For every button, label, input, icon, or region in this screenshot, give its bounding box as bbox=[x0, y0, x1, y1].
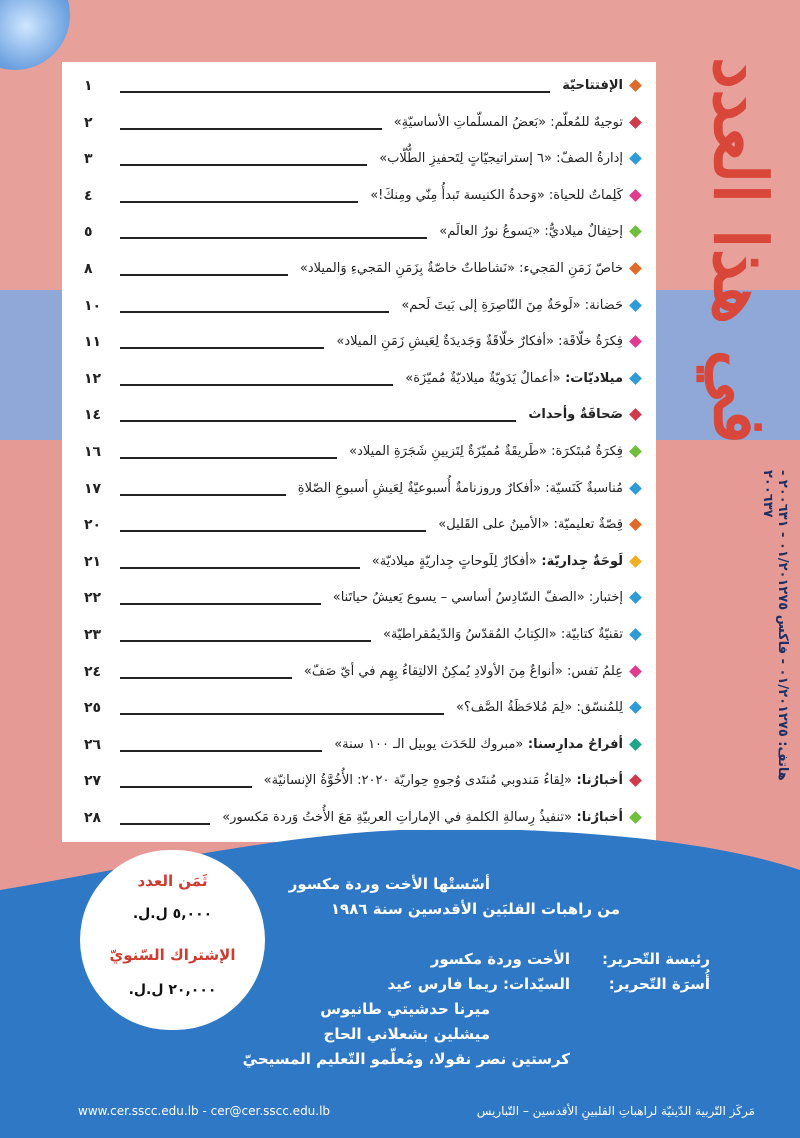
diamond-bullet-icon bbox=[629, 445, 642, 458]
toc-leader-line bbox=[120, 237, 427, 240]
footer-center-name: مَركَز التّربية الدّينيّة لراهباتِ القلبينِ الأقدسين – التّباريس bbox=[476, 1104, 755, 1118]
toc-entry-section: أفراحُ مدارِسنا: bbox=[523, 736, 623, 752]
toc-entry-title bbox=[298, 481, 640, 496]
subscription-value: ٢٠,٠٠٠ ل.ل. bbox=[128, 982, 217, 998]
toc-leader-line bbox=[120, 457, 337, 460]
toc-entry-title bbox=[300, 261, 640, 276]
toc-leader-line bbox=[120, 494, 286, 497]
board-member-1: السيّدات: ريما فارس عيد bbox=[387, 975, 570, 993]
toc-leader-line bbox=[120, 786, 252, 789]
toc-entry-title bbox=[405, 371, 640, 386]
subscription-title: الإشتراك السّنويّ bbox=[109, 946, 236, 964]
toc-entry-text: خاصّ زَمَنِ المَجيء: «نَشاطاتٌ خاصّةٌ بِزَمَنِ المَجيءِ وَالميلاد» bbox=[299, 261, 623, 276]
toc-page-number: ٢٤ bbox=[84, 663, 102, 680]
toc-page-number: ١٧ bbox=[84, 480, 102, 497]
toc-leader-line bbox=[120, 603, 321, 606]
toc-page-number: ٢١ bbox=[84, 553, 102, 570]
toc-page-number: ١ bbox=[84, 78, 93, 94]
toc-entry-text: تقنيّةٌ كتابيّة: «الكِتابُ المُقدّسُ وَالدّيمُقراطيّة» bbox=[382, 627, 623, 642]
toc-page-number: ١٢ bbox=[84, 370, 102, 387]
toc-entry-title bbox=[439, 224, 640, 239]
diamond-bullet-icon bbox=[629, 482, 642, 495]
toc-entry-text: فِكرَةٌ مُبتَكرَة: «طَريقَةٌ مُميّزَةٌ لِتَزيينِ شَجَرَةِ الميلاد» bbox=[349, 444, 623, 459]
toc-leader-line bbox=[120, 128, 382, 131]
toc-row[interactable] bbox=[62, 253, 656, 289]
toc-row[interactable] bbox=[62, 143, 656, 179]
toc-page-number: ٨ bbox=[84, 261, 93, 277]
toc-entry-section: الإفتتاحيّة bbox=[562, 78, 623, 93]
founder-line-2: من راهبات القلبَين الأقدسين سنة ١٩٨٦ bbox=[330, 900, 620, 918]
toc-entry-title bbox=[394, 115, 640, 130]
toc-entry-title bbox=[401, 298, 640, 313]
toc-page-number: ٢٥ bbox=[84, 700, 102, 717]
toc-row[interactable] bbox=[62, 216, 656, 252]
toc-leader-line bbox=[120, 750, 322, 753]
diamond-bullet-icon bbox=[629, 592, 642, 605]
table-of-contents bbox=[62, 62, 656, 842]
toc-row[interactable] bbox=[62, 326, 656, 362]
diamond-bullet-icon bbox=[629, 226, 642, 239]
toc-entry-title bbox=[334, 737, 640, 752]
toc-leader-line bbox=[120, 530, 426, 533]
footer-website[interactable]: www.cer.sscc.edu.lb - cer@cer.sscc.edu.lb bbox=[78, 1104, 331, 1118]
toc-page-number: ٣ bbox=[84, 151, 93, 168]
editor-label: رئيسة التّحرير: bbox=[602, 950, 710, 968]
toc-leader-line bbox=[120, 823, 210, 826]
diamond-bullet-icon bbox=[629, 372, 642, 385]
toc-entry-title bbox=[264, 773, 640, 788]
side-title: في هذا العدد bbox=[698, 56, 783, 444]
toc-entry-title bbox=[372, 554, 640, 569]
toc-row[interactable] bbox=[62, 107, 656, 143]
board-member-3: ميشلين بشعلاني الحاج bbox=[323, 1025, 490, 1043]
issue-price-value: ٥,٠٠٠ ل.ل. bbox=[132, 906, 213, 922]
toc-entry-title bbox=[438, 517, 640, 532]
toc-entry-section: أخبارُنا: bbox=[572, 810, 623, 825]
toc-entry-title bbox=[456, 700, 640, 715]
toc-entry-text: «أفكارٌ لِلَوحاتٍ جِداريّةٍ ميلاديّة» bbox=[371, 553, 537, 569]
toc-page-number: ٢٢ bbox=[84, 590, 102, 607]
toc-entry-text: إحتِفالٌ ميلاديٌّ: «يَسوعُ نورُ العالَم» bbox=[439, 224, 623, 240]
toc-entry-title bbox=[383, 627, 640, 642]
toc-entry-title bbox=[562, 78, 640, 93]
toc-leader-line bbox=[120, 567, 360, 570]
board-member-4: كرستين نصر نقولا، ومُعلّمو التّعليم المسيحيّ bbox=[242, 1050, 570, 1068]
toc-row[interactable] bbox=[62, 436, 656, 472]
diamond-bullet-icon bbox=[629, 738, 642, 751]
toc-page-number: ١٠ bbox=[84, 297, 102, 314]
toc-leader-line bbox=[120, 347, 324, 350]
diamond-bullet-icon bbox=[629, 116, 642, 129]
toc-page-number: ٢٧ bbox=[84, 773, 102, 790]
toc-leader-line bbox=[120, 640, 371, 643]
toc-entry-text: كَلِماتٌ للحياة: «وَحدةُ الكنيسة تَبدأُ مِنّي ومِنكَ!» bbox=[370, 187, 623, 203]
toc-row[interactable] bbox=[62, 180, 656, 216]
toc-entry-section: أخبارُنا: bbox=[572, 773, 623, 789]
toc-entry-section: صَحافَةٌ وأحداث bbox=[528, 407, 623, 423]
toc-row[interactable] bbox=[62, 399, 656, 435]
board-label: أُسرَة التّحرير: bbox=[608, 975, 710, 993]
diamond-bullet-icon bbox=[629, 555, 642, 568]
toc-leader-line bbox=[120, 201, 358, 204]
toc-entry-text: «مبروك للحَدَث يوبيل الـ ١٠٠ سنة» bbox=[334, 736, 524, 752]
toc-row[interactable] bbox=[62, 546, 656, 582]
toc-leader-line bbox=[120, 677, 292, 680]
diamond-bullet-icon bbox=[629, 665, 642, 678]
toc-leader-line bbox=[120, 91, 550, 94]
diamond-bullet-icon bbox=[629, 409, 642, 422]
diamond-bullet-icon bbox=[629, 262, 642, 275]
toc-page-number: ٥ bbox=[84, 224, 93, 241]
toc-row[interactable] bbox=[62, 582, 656, 618]
toc-leader-line bbox=[120, 164, 367, 167]
diamond-bullet-icon bbox=[629, 775, 642, 788]
toc-row[interactable] bbox=[62, 692, 656, 728]
diamond-bullet-icon bbox=[629, 79, 642, 92]
toc-entry-text: حَضانة: «لَوحَةٌ مِنَ النّاصِرَةِ إلى بَيتَ لَحم» bbox=[401, 297, 623, 313]
diamond-bullet-icon bbox=[629, 518, 642, 531]
toc-entry-title bbox=[370, 188, 640, 203]
toc-page-number: ٤ bbox=[84, 187, 93, 204]
price-box bbox=[80, 850, 265, 1030]
toc-entry-text: «لِقاءُ مَندوبي مُنتَدى وُجوهٍ حِواريّة ٢٠٢٠: الأُخُوَّةُ الإنسانيّة» bbox=[263, 773, 573, 789]
diamond-bullet-icon bbox=[629, 811, 642, 824]
toc-page-number: ٢٦ bbox=[84, 736, 102, 753]
toc-leader-line bbox=[120, 311, 389, 314]
toc-row[interactable] bbox=[62, 473, 656, 509]
toc-leader-line bbox=[120, 420, 516, 423]
toc-row[interactable] bbox=[62, 70, 656, 106]
toc-row[interactable] bbox=[62, 619, 656, 655]
toc-entry-text: قِصّةٌ تعليميّة: «الأمينُ على القَليل» bbox=[438, 517, 623, 533]
toc-row[interactable] bbox=[62, 656, 656, 692]
toc-page-number: ١٦ bbox=[84, 444, 102, 460]
toc-leader-line bbox=[120, 713, 444, 716]
toc-entry-text: «أعمالٌ يَدَويّةٌ ميلاديّةٌ مُميّزَة» bbox=[405, 370, 561, 386]
toc-entry-title bbox=[222, 810, 640, 825]
toc-entry-text: إدارةُ الصفّ: «٦ إستراتيجيّاتٍ لِتَحفيزِ الطُّلّاب» bbox=[379, 151, 623, 167]
diamond-bullet-icon bbox=[629, 152, 642, 165]
toc-entry-title bbox=[336, 334, 640, 349]
toc-leader-line bbox=[120, 274, 288, 277]
toc-entry-text: توجيهٌ للمُعلّم: «بَعضُ المسلّماتِ الأساسيّةِ» bbox=[393, 114, 623, 130]
diamond-bullet-icon bbox=[629, 299, 642, 312]
toc-entry-text: لِلمُنسّق: «لِمَ مُلاحَظَةُ الصَّف؟» bbox=[455, 700, 623, 716]
toc-page-number: ١١ bbox=[84, 334, 102, 351]
toc-entry-title bbox=[333, 590, 640, 605]
editor-name: الأخت وردة مكسور bbox=[430, 950, 570, 968]
toc-entry-title bbox=[379, 151, 640, 166]
toc-row[interactable] bbox=[62, 363, 656, 399]
toc-row[interactable] bbox=[62, 290, 656, 326]
issue-price-title: ثَمَن العدد bbox=[137, 872, 208, 890]
founder-line-1: أسّستْها الأخت وردة مكسور bbox=[288, 875, 490, 893]
toc-entry-text: فِكرَةٌ خلّاقَة: «أفكارٌ خلّاقَةٌ وَجَديدَةٌ لِعَيشِ زَمَنِ الميلاد» bbox=[336, 334, 623, 350]
toc-leader-line bbox=[120, 384, 393, 387]
toc-page-number: ٢٠ bbox=[84, 517, 102, 534]
toc-row[interactable] bbox=[62, 729, 656, 765]
toc-page-number: ٢٨ bbox=[84, 810, 102, 826]
diamond-bullet-icon bbox=[629, 189, 642, 202]
toc-entry-title bbox=[349, 444, 640, 459]
toc-page-number: ١٤ bbox=[84, 407, 102, 424]
board-member-2: ميرنا حدشيتي طانيوس bbox=[320, 1000, 490, 1018]
diamond-bullet-icon bbox=[629, 335, 642, 348]
toc-row[interactable] bbox=[62, 765, 656, 801]
toc-entry-title bbox=[304, 664, 640, 679]
toc-entry-text: عِلمُ نَفس: «أنواعٌ مِنَ الأولادِ يُمكِنُ الالتِقاءُ بِهِم في أيّ صَفّ» bbox=[303, 663, 623, 679]
diamond-bullet-icon bbox=[629, 701, 642, 714]
toc-page-number: ٢٣ bbox=[84, 627, 102, 643]
toc-row[interactable] bbox=[62, 509, 656, 545]
toc-entry-text: «تنفيذُ رِسالةِ الكلمةِ في الإماراتِ العربيّةِ مَعَ الأُختُ وَردة مَكسور» bbox=[222, 810, 573, 825]
toc-entry-title bbox=[528, 407, 640, 422]
toc-page-number: ٢ bbox=[84, 114, 93, 131]
toc-entry-section: لَوحَةٌ جِداريّة: bbox=[536, 553, 623, 569]
diamond-bullet-icon bbox=[629, 628, 642, 641]
toc-entry-text: إختبار: «الصفّ السّادِسُ أساسي – يسوع يَعيشُ حياتَنا» bbox=[332, 590, 623, 606]
toc-entry-text: مُناسبةٌ كَنَسيّة: «أفكارٌ وروزنامةٌ أُسبوعيّةٌ لِعَيشِ أسبوعِ الصّلاةِ bbox=[297, 480, 623, 496]
toc-entry-section: ميلاديّات: bbox=[560, 370, 623, 386]
side-contact: هاتف: ٠١/٢٠١٢٧٥ - فاكس ٠١/٢٠١٢٧٥ - ٢٠٠٦٣١ - ٢٠٠٦٣٧ bbox=[760, 470, 790, 781]
